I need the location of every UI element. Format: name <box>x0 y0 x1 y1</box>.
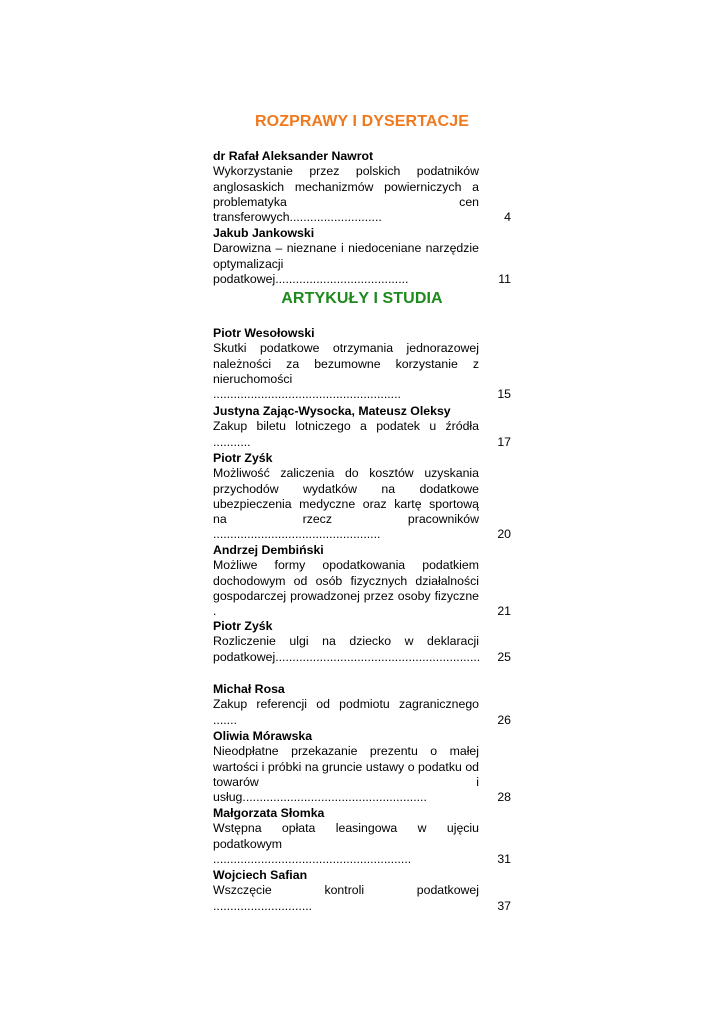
toc-entry[interactable] <box>213 619 511 665</box>
entry-author: Jakub Jankowski <box>213 226 315 240</box>
entry-page-number: 26 <box>497 712 511 727</box>
entry-author: Piotr Wesołowski <box>213 326 315 340</box>
entry-page-number: 25 <box>497 649 511 664</box>
entry-author: dr Rafał Aleksander Nawrot <box>213 149 374 163</box>
entry-page-number: 37 <box>497 898 511 913</box>
entry-page-number: 20 <box>497 527 511 542</box>
entry-page-number: 31 <box>497 851 511 866</box>
entry-title: Rozliczenie ulgi na dziecko w deklaracji podatkowej............................................................ <box>213 634 481 664</box>
section-heading-dissertations: ROZPRAWY I DYSERTACJE <box>255 113 469 130</box>
entry-author: Andrzej Dembiński <box>213 543 324 557</box>
entry-title: Wstępna opłata leasingowa w ujęciu podatkowym .......................................................... <box>213 821 479 866</box>
toc-entry[interactable] <box>213 806 511 867</box>
entry-page-number: 17 <box>497 434 511 449</box>
toc-entry[interactable] <box>213 326 511 402</box>
toc-entry[interactable] <box>213 404 511 450</box>
entry-title: Zakup referencji od podmiotu zagranicznego ....... <box>213 697 479 727</box>
entry-author: Oliwia Mórawska <box>213 729 313 743</box>
entry-title: Skutki podatkowe otrzymania jednorazowej należności za bezumowne korzystanie z nieruchomości ....................................................... <box>213 341 479 402</box>
entry-author: Wojciech Safian <box>213 868 308 882</box>
toc-entry[interactable] <box>213 682 511 728</box>
toc-entry[interactable] <box>213 729 511 805</box>
entry-page-number: 11 <box>498 271 511 286</box>
toc-entry[interactable] <box>213 226 511 287</box>
entry-page-number: 15 <box>497 387 511 402</box>
toc-entry[interactable] <box>213 543 511 619</box>
entry-title: Wszczęcie kontroli podatkowej ............................. <box>213 883 479 913</box>
toc-entry[interactable] <box>213 451 511 543</box>
section-heading-articles: ARTYKUŁY I STUDIA <box>281 290 443 307</box>
toc-entry[interactable] <box>213 149 511 225</box>
entry-author: Piotr Zyśk <box>213 619 273 633</box>
entry-title: Możliwe formy opodatkowania podatkiem dochodowym od osób fizycznych działalności gospodarczej prowadzonej przez osoby fizyczne . <box>213 558 479 619</box>
entry-title: Nieodpłatne przekazanie prezentu o małej wartości i próbki na gruncie ustawy o podatku od towarów i usług...................................................... <box>213 744 479 805</box>
entry-title: Wykorzystanie przez polskich podatników anglosaskich mechanizmów powierniczych a problematyka cen transferowych........................... <box>213 164 479 225</box>
entry-page-number: 4 <box>504 210 511 225</box>
entry-page-number: 28 <box>497 790 511 805</box>
entry-page-number: 21 <box>497 604 511 619</box>
entry-author: Michał Rosa <box>213 682 285 696</box>
toc-entry[interactable] <box>213 868 511 914</box>
entry-author: Justyna Zając-Wysocka, Mateusz Oleksy <box>213 404 451 418</box>
entry-title: Darowizna – nieznane i niedoceniane narzędzie optymalizacji podatkowej....................................... <box>213 241 479 286</box>
entry-title: Możliwość zaliczenia do kosztów uzyskania przychodów wydatków na dodatkowe ubezpieczenia medyczne oraz kartę sportową na rzecz pracowników ................................................. <box>213 466 479 542</box>
entry-author: Piotr Zyśk <box>213 451 273 465</box>
entry-author: Małgorzata Słomka <box>213 806 325 820</box>
entry-title: Zakup biletu lotniczego a podatek u źródła ........... <box>213 419 479 449</box>
